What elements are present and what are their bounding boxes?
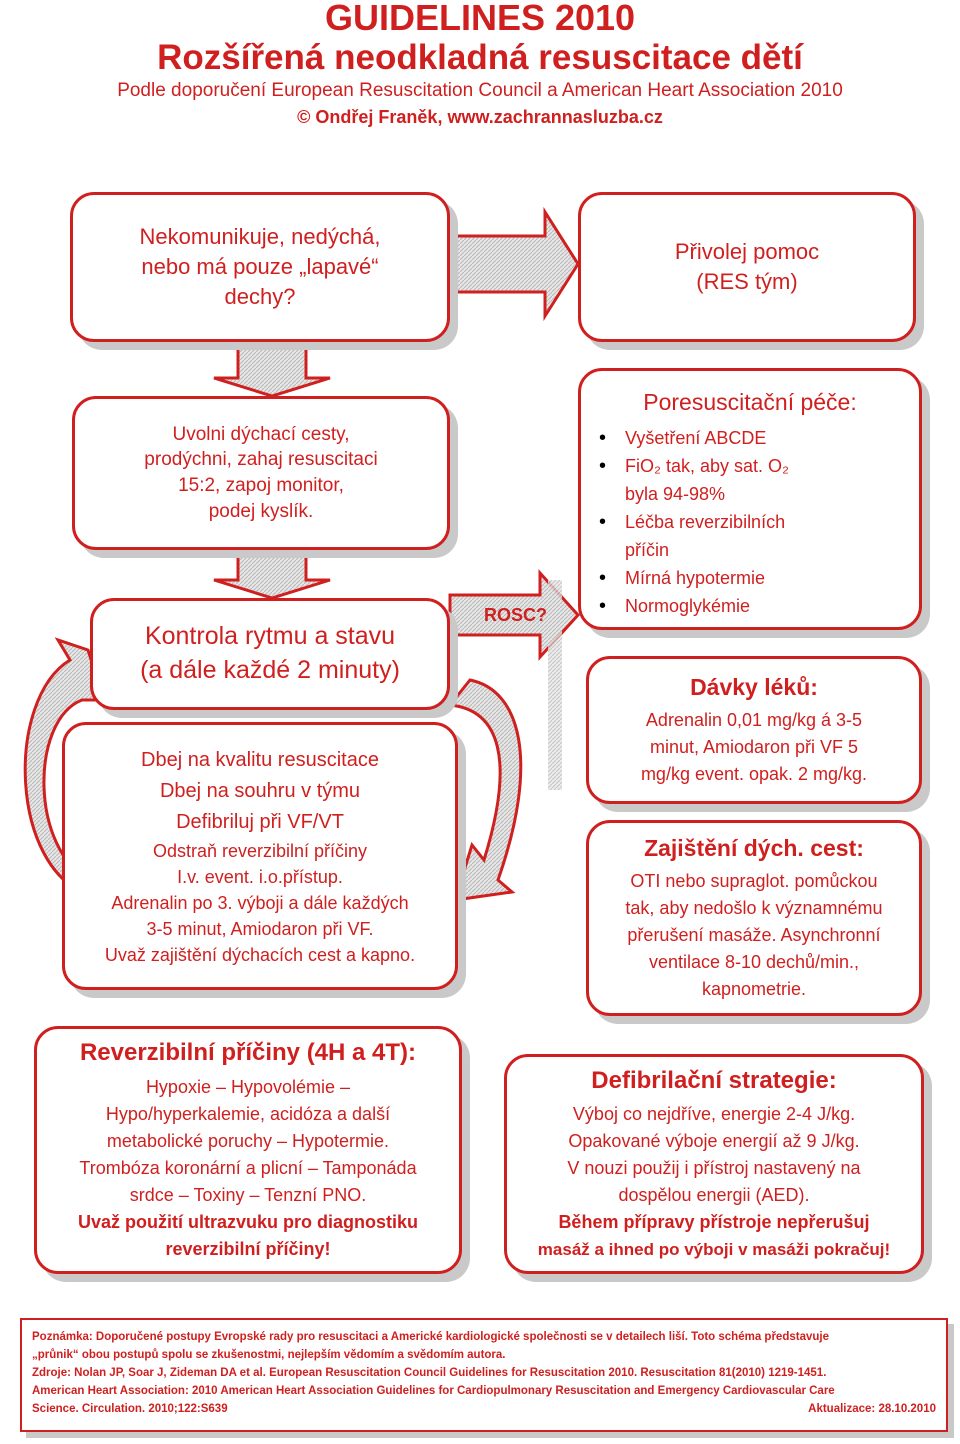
drugs-line: minut, Amiodaron při VF 5 (649, 737, 859, 758)
footer-line: Science. Circulation. 2010;122:S639 (32, 1403, 228, 1415)
list-item: příčin (625, 540, 670, 561)
defib-bold-line: Během přípravy přístroje nepřerušuj (558, 1212, 870, 1233)
airway-line: podej kyslík. (208, 500, 314, 522)
quality-main-line: Defibriluj při VF/VT (176, 810, 344, 833)
footer-line: Poznámka: Doporučené postupy Evropské rady pro resuscitaci a Americké kardiologické společnosti se v detailech liší. Toto schéma představuje (32, 1331, 829, 1343)
airway-secure-line: OTI nebo supraglot. pomůckou (630, 871, 878, 892)
reversible-bold-line: reverzibilní příčiny! (165, 1238, 331, 1259)
list-item: • Vyšetření ABCDE (581, 424, 789, 452)
airway-secure-box (586, 820, 922, 1016)
footer-last-row (32, 1400, 936, 1418)
quality-box (62, 722, 458, 990)
defib-line: Opakované výboje energií až 9 J/kg. (568, 1131, 860, 1152)
arrow-down-rhythm (214, 556, 330, 598)
post-resus-list (581, 424, 789, 620)
post-resus-box (578, 368, 922, 630)
unresponsive-line: dechy? (224, 283, 296, 309)
airway-line: prodýchni, zahaj resuscitaci (144, 449, 378, 471)
drugs-box (586, 656, 922, 804)
quality-small-line: Odstraň reverzibilní příčiny (152, 840, 368, 861)
quality-main-line: Dbej na souhru v týmu (159, 779, 361, 802)
airway-secure-line: tak, aby nedošlo k významnému (625, 898, 883, 919)
defib-line: V nouzi použij i přístroj nastavený na (567, 1158, 861, 1179)
reversible-line: metabolické poruchy – Hypotermie. (106, 1130, 390, 1151)
reversible-line: Trombóza koronární a plicní – Tamponáda (79, 1157, 417, 1178)
unresponsive-box (70, 192, 450, 342)
footer-updated: Aktualizace: 28.10.2010 (808, 1403, 936, 1415)
quality-small-line: 3-5 minut, Amiodaron při VF. (146, 918, 374, 939)
source-line: Podle doporučení European Resuscitation Council a American Heart Association 2010 (117, 80, 843, 101)
unresponsive-line: Nekomunikuje, nedýchá, (139, 224, 381, 250)
page-subtitle: Rozšířená neodkladná resuscitace dětí (157, 38, 803, 77)
airway-line: 15:2, zapoj monitor, (178, 475, 344, 496)
loop-curve-right (450, 680, 521, 900)
defib-title: Defibrilační strategie: (591, 1066, 837, 1094)
defib-line: dospělou energii (AED). (618, 1185, 810, 1206)
defib-strategy-box (504, 1054, 924, 1274)
reversible-line: Hypo/hyperkalemie, acidóza a další (105, 1103, 391, 1124)
rosc-label: ROSC? (484, 605, 547, 625)
airway-box (72, 396, 450, 550)
call-help-box (578, 192, 916, 342)
footer-line: American Heart Association: 2010 American Heart Association Guidelines for Cardiopulmonary Resuscitation and Emergency Cardiovascular Care (32, 1385, 835, 1397)
airway-secure-title: Zajištění dých. cest: (644, 834, 864, 861)
airway-line: Uvolni dýchací cesty, (172, 423, 350, 445)
defib-bold-line: masáž a ihned po výboji v masáži pokračuj! (537, 1240, 891, 1260)
quality-small-line: Adrenalin po 3. výboji a dále každých (111, 892, 409, 913)
list-item: • Léčba reverzibilních (581, 508, 789, 536)
airway-secure-line: kapnometrie. (701, 979, 807, 1000)
airway-secure-line: ventilace 8-10 dechů/min., (648, 952, 860, 973)
list-item: byla 94-98% (625, 484, 726, 505)
unresponsive-line: nebo má pouze „lapavé“ (141, 254, 379, 280)
reversible-line: srdce – Toxiny – Tenzní PNO. (129, 1184, 367, 1205)
copyright-line: © Ondřej Franěk, www.zachrannasluzba.cz (297, 107, 663, 127)
rhythm-check-line: Kontrola rytmu a stavu (144, 622, 396, 651)
list-item: • FiO₂ tak, aby sat. O₂ (581, 452, 789, 480)
defib-line: Výboj co nejdříve, energie 2-4 J/kg. (572, 1104, 856, 1125)
quality-small-line: Uvaž zajištění dýchacích cest a kapno. (104, 944, 416, 965)
list-item: • Normoglykémie (581, 592, 789, 620)
page-title: GUIDELINES 2010 (324, 0, 636, 38)
arrow-right-call-help (455, 212, 578, 316)
call-help-line: Přivolej pomoc (674, 239, 820, 265)
reversible-line: Hypoxie – Hypovolémie – (145, 1076, 351, 1097)
rhythm-check-box (90, 598, 450, 710)
list-item: • Mírná hypotermie (581, 564, 789, 592)
drugs-line: mg/kg event. opak. 2 mg/kg. (640, 764, 868, 785)
drugs-title: Dávky léků: (690, 673, 818, 700)
footer-line: Zdroje: Nolan JP, Soar J, Zideman DA et al. European Resuscitation Council Guidelines for Resuscitation 2010. Resuscitation 81(2010) 1219-1451. (32, 1367, 827, 1379)
quality-main-line: Dbej na kvalitu resuscitace (141, 748, 379, 771)
reversible-bold-line: Uvaž použití ultrazvuku pro diagnostiku (77, 1211, 419, 1232)
quality-small-line: I.v. event. i.o.přístup. (177, 866, 343, 887)
rhythm-check-line: (a dále každé 2 minuty) (140, 656, 400, 684)
airway-secure-line: přerušení masáže. Asynchronní (627, 925, 881, 946)
drugs-line: Adrenalin 0,01 mg/kg á 3-5 (645, 710, 863, 731)
post-resus-title: Poresuscitační péče: (643, 389, 857, 415)
arrow-down-airway (214, 342, 330, 396)
footer-notes (20, 1318, 948, 1432)
reversible-title: Reverzibilní příčiny (4H a 4T): (79, 1039, 417, 1067)
call-help-line: (RES tým) (696, 269, 798, 294)
reversible-causes-box (34, 1026, 462, 1274)
footer-line: „průnik“ obou postupů spolu se zkušenostmi, nejlepším vědomím a svědomím autora. (32, 1349, 506, 1361)
